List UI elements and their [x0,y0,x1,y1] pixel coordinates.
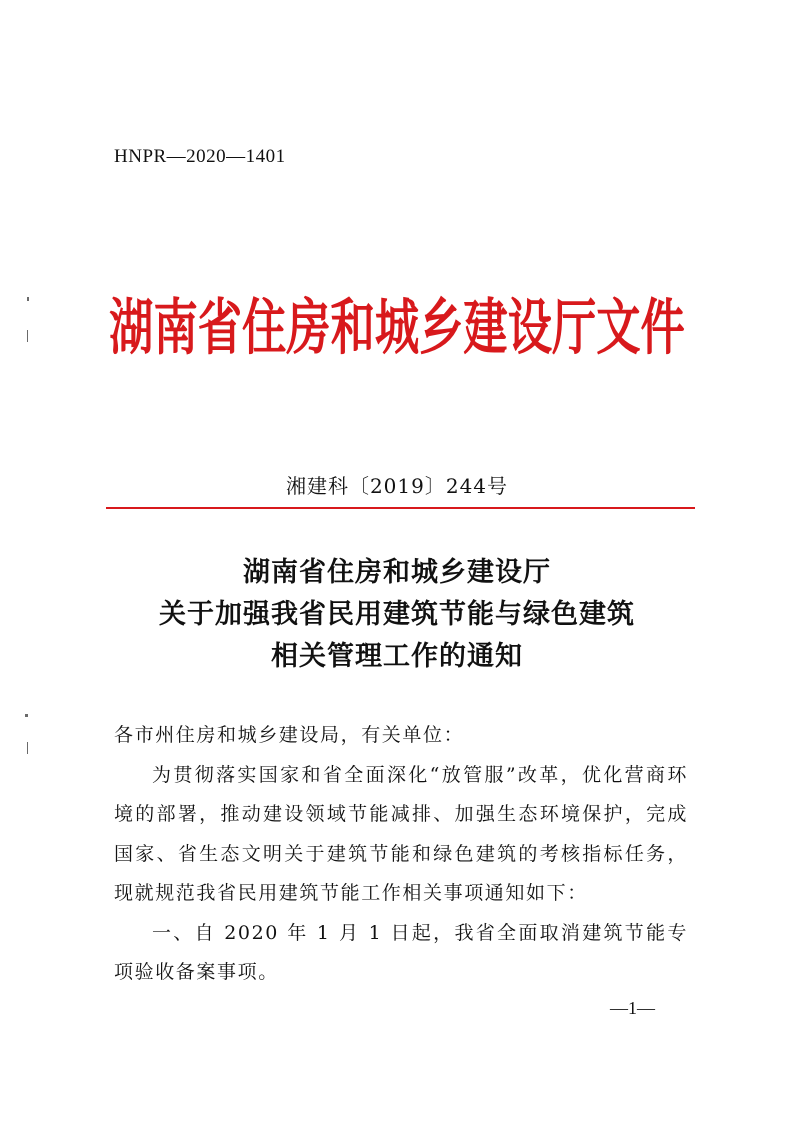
title-line-3: 相关管理工作的通知 [271,641,523,672]
notice-title [0,552,794,678]
masthead-title [0,286,794,370]
red-divider-line [106,507,695,509]
paragraph-item-1: 一、自 2020 年 1 月 1 日起，我省全面取消建筑节能专项验收备案事项。 [114,921,688,983]
scan-mark [27,297,29,301]
title-line-2: 关于加强我省民用建筑节能与绿色建筑 [159,599,635,630]
page-number: —1— [610,998,655,1018]
scan-mark [27,742,28,754]
masthead-text: 湖南省住房和城乡建设厅文件 [109,292,685,363]
body-text [114,716,688,993]
scan-mark [25,714,28,717]
paragraph-intro: 为贯彻落实国家和省全面深化“放管服”改革，优化营商环境的部署，推动建设领域节能减排、加强生态环境保护，完成国家、省生态文明关于建筑节能和绿色建筑的考核指标任务，现就规范我省民用建筑节能工作相关事项通知如下： [114,763,688,904]
document-code: HNPR—2020—1401 [114,146,286,167]
title-line-1: 湖南省住房和城乡建设厅 [243,557,551,588]
scan-mark [27,330,28,342]
reference-number: 湘建科〔2019〕244号 [285,474,509,498]
salutation: 各市州住房和城乡建设局，有关单位： [114,724,465,746]
